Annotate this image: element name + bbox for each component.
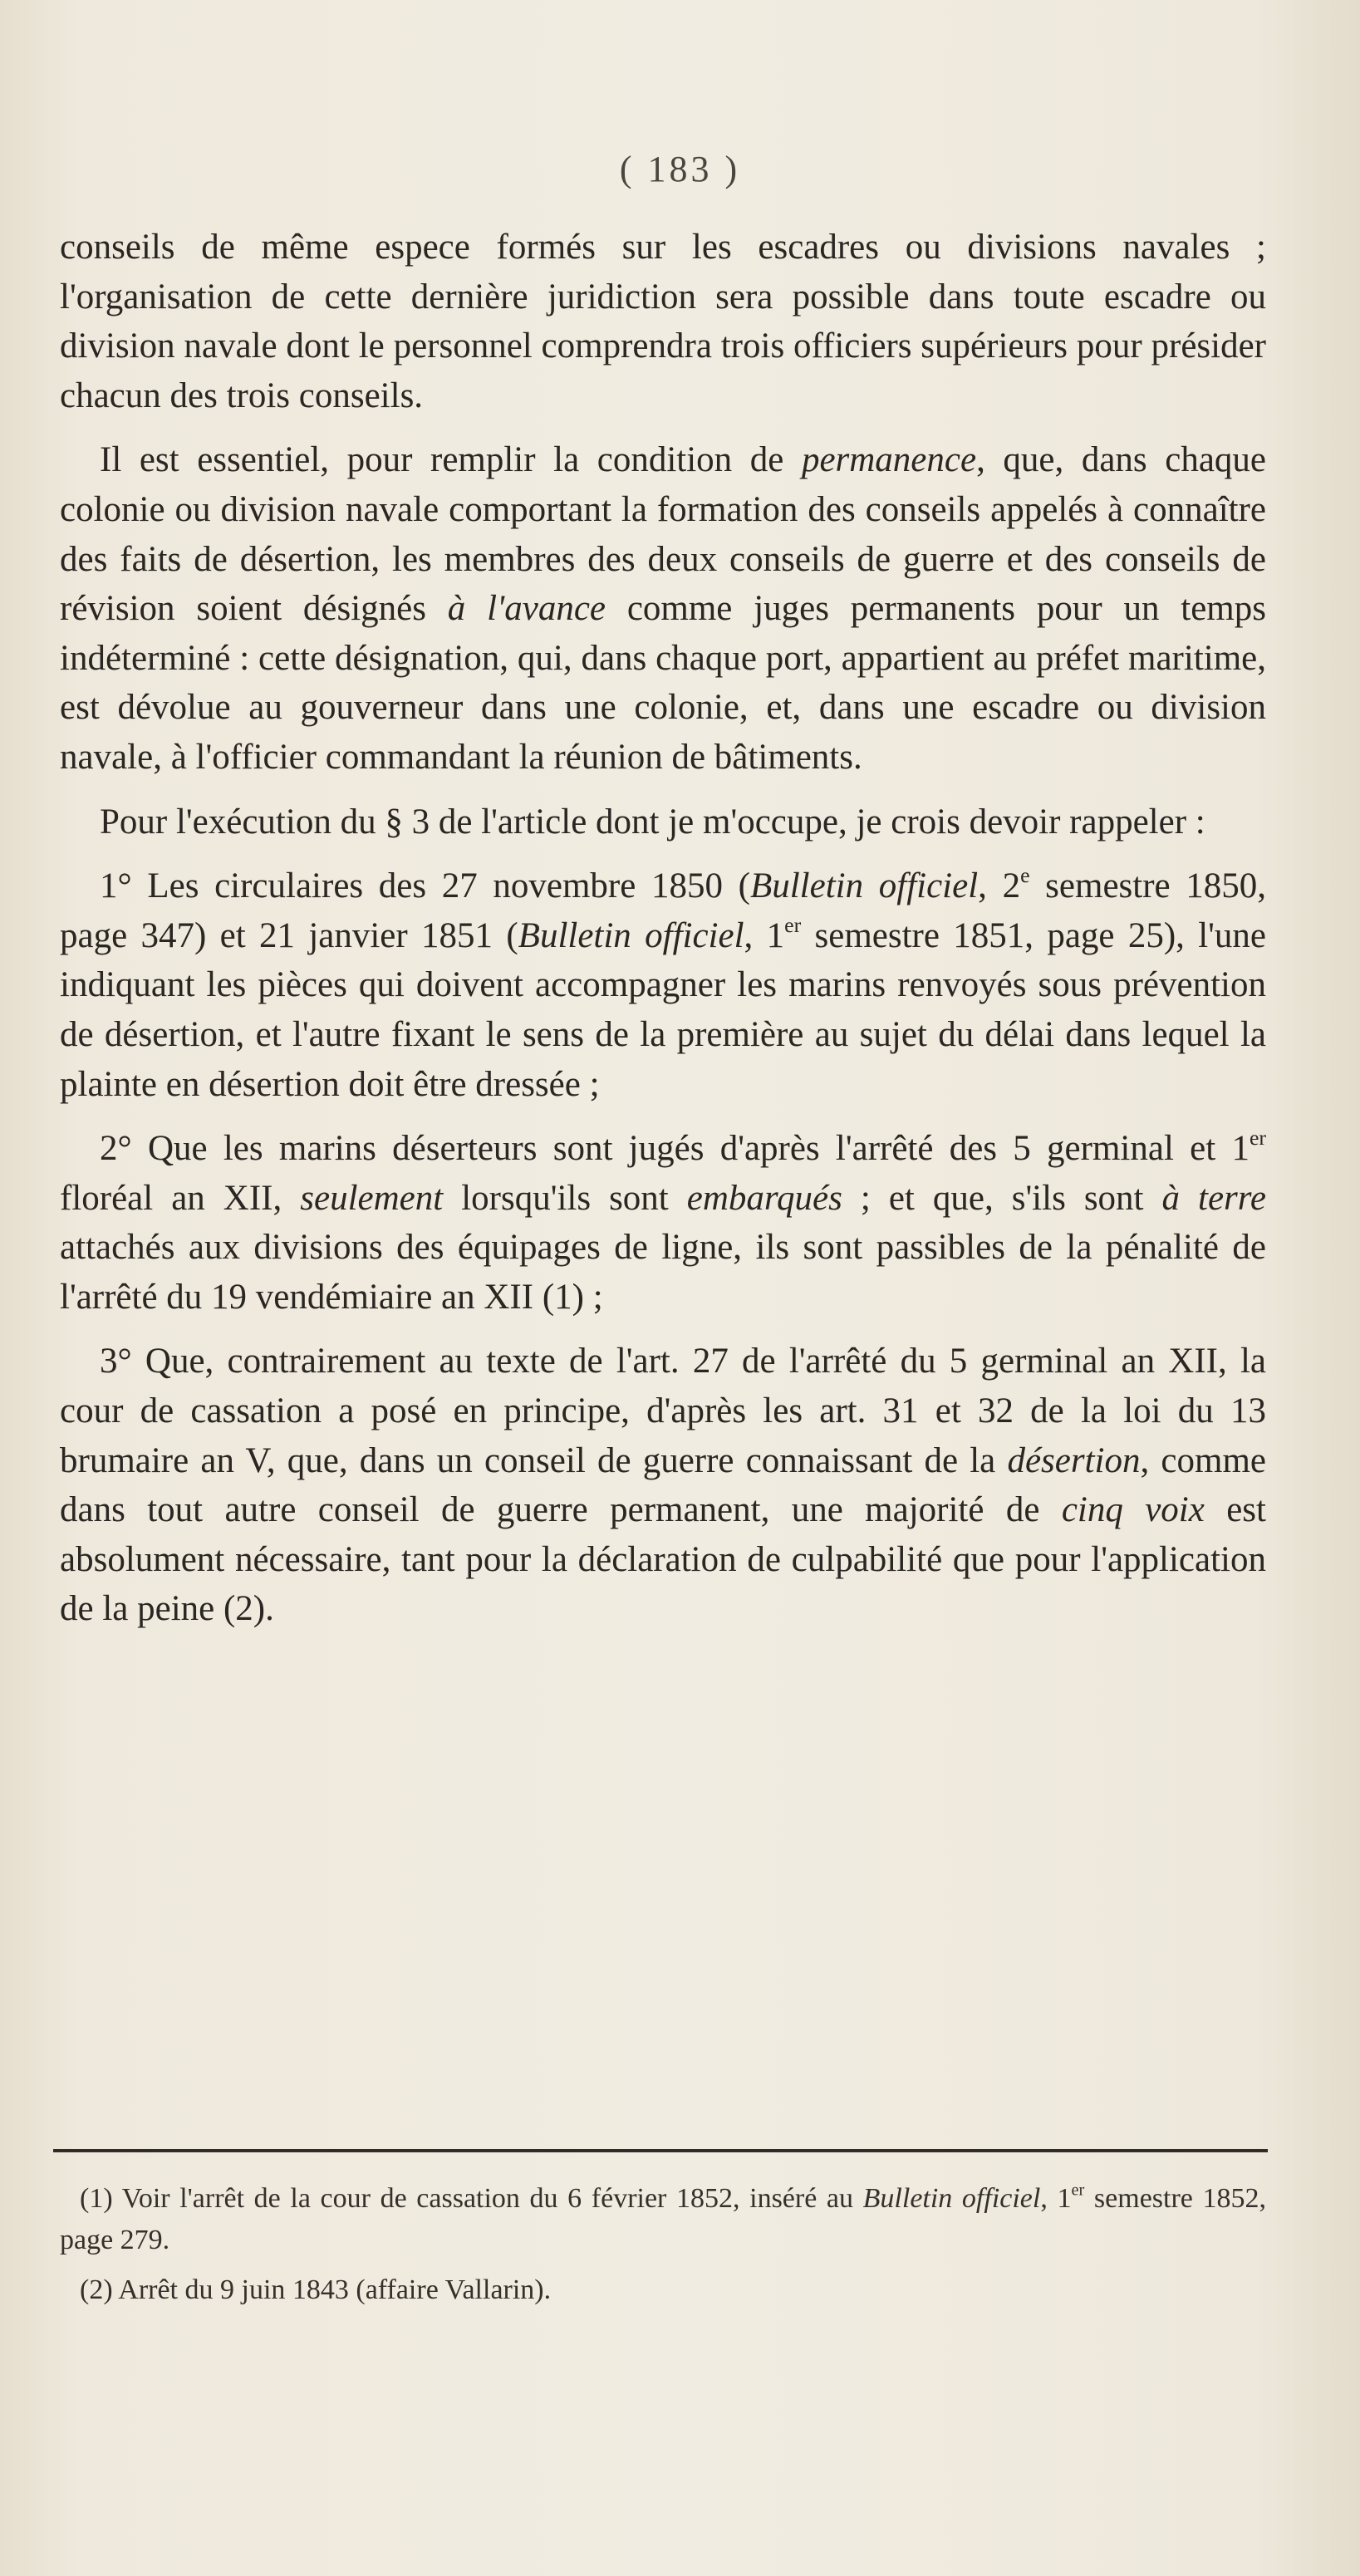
text-run: , 2: [978, 866, 1021, 906]
paragraph: [60, 1124, 1266, 1322]
paragraph: [60, 435, 1266, 782]
text-run: semestre 1850, page 347) et 21 janvier 1851 (: [60, 866, 1267, 955]
page-number: ( 183 ): [619, 149, 741, 189]
text-run: (1) Voir l'arrêt de la cour de cassation du 6 février 1852, inséré au: [80, 2183, 863, 2214]
text-run: Il est essentiel, pour remplir la condition de: [100, 440, 802, 480]
text-run: , que, dans chaque colonie ou division navale comportant la formation des conseils appelés à connaître des faits de désertion, les membres des deux conseils de guerre et des conseils de révision soient désignés: [60, 440, 1266, 629]
text-run: lorsqu'ils sont: [443, 1178, 687, 1218]
paragraph: [60, 797, 1266, 847]
paragraph: [60, 861, 1266, 1109]
italic-text: à terre: [1161, 1178, 1267, 1218]
text-run: (2) Arrêt du 9 juin 1843 (affaire Vallarin).: [80, 2274, 552, 2305]
italic-text: seulement: [300, 1178, 444, 1218]
italic-text: Bulletin officiel: [518, 915, 744, 955]
superscript: er: [784, 912, 802, 937]
footnote: [60, 2269, 1266, 2311]
text-run: Pour l'exécution du § 3 de l'article dont je m'occupe, je crois devoir rappeler :: [100, 802, 1205, 841]
text-run: semestre 1851, page 25), l'une indiquant les pièces qui doivent accompagner les marins renvoyés sous prévention de désertion, et l'autre fixant le sens de la première au sujet du délai dans lequel la plainte en désertion doit être dressée ;: [60, 915, 1266, 1104]
text-run: 3° Que, contrairement au texte de l'art. 27 de l'arrêté du 5 germinal an XII, la cour de cassation a posé en principe, d'après les art. 31 et 32 de la loi du 13 brumaire an V, que, dans un conseil de guerre connaissant de la: [60, 1342, 1266, 1480]
footnotes: [60, 2178, 1266, 2319]
italic-text: Bulletin officiel: [749, 866, 979, 906]
body-text: [60, 223, 1266, 1649]
text-run: , 1: [1040, 2183, 1072, 2214]
superscript: er: [1249, 1126, 1266, 1151]
text-run: comme juges permanents pour un temps indéterminé : cette désignation, qui, dans chaque port, appartient au préfet maritime, est dévolue au gouverneur dans une colonie, et, dans une escadre ou division navale, à l'officier commandant la réunion de bâtiments.: [60, 589, 1266, 777]
italic-text: à l'avance: [447, 589, 606, 629]
text-run: floréal an XII,: [60, 1178, 301, 1218]
italic-text: permanence: [801, 440, 977, 480]
paragraph: [60, 223, 1266, 420]
text-run: ; et que, s'ils sont: [842, 1178, 1162, 1218]
paragraph: [60, 1337, 1266, 1634]
text-run: semestre 1852, page 279.: [60, 2183, 1267, 2255]
italic-text: désertion: [1007, 1440, 1141, 1480]
text-run: , 1: [744, 915, 785, 955]
footnote-separator: [53, 2149, 1268, 2152]
footnote: [60, 2178, 1266, 2261]
text-run: 2° Que les marins déserteurs sont jugés d'après l'arrêté des 5 germinal et 1: [100, 1129, 1250, 1169]
italic-text: cinq voix: [1061, 1490, 1205, 1530]
superscript: e: [1020, 863, 1030, 888]
text-run: conseils de même espece formés sur les escadres ou divisions navales ; l'organisation de cette dernière juridiction sera possible dans toute escadre ou division navale dont le personnel comprendra trois officiers supérieurs pour présider chacun des trois conseils.: [60, 228, 1266, 415]
text-run: attachés aux divisions des équipages de ligne, ils sont passibles de la pénalité de l'arrêté du 19 vendémiaire an XII (1) ;: [60, 1228, 1266, 1317]
text-run: est absolument nécessaire, tant pour la déclaration de culpabilité que pour l'application de la peine (2).: [60, 1490, 1266, 1629]
text-run: 1° Les circulaires des 27 novembre 1850 (: [100, 866, 750, 906]
italic-text: embarqués: [686, 1178, 842, 1218]
text-run: , comme dans tout autre conseil de guerre permanent, une majorité de: [60, 1440, 1266, 1530]
superscript: er: [1071, 2181, 1085, 2200]
italic-text: Bulletin officiel: [862, 2183, 1041, 2214]
